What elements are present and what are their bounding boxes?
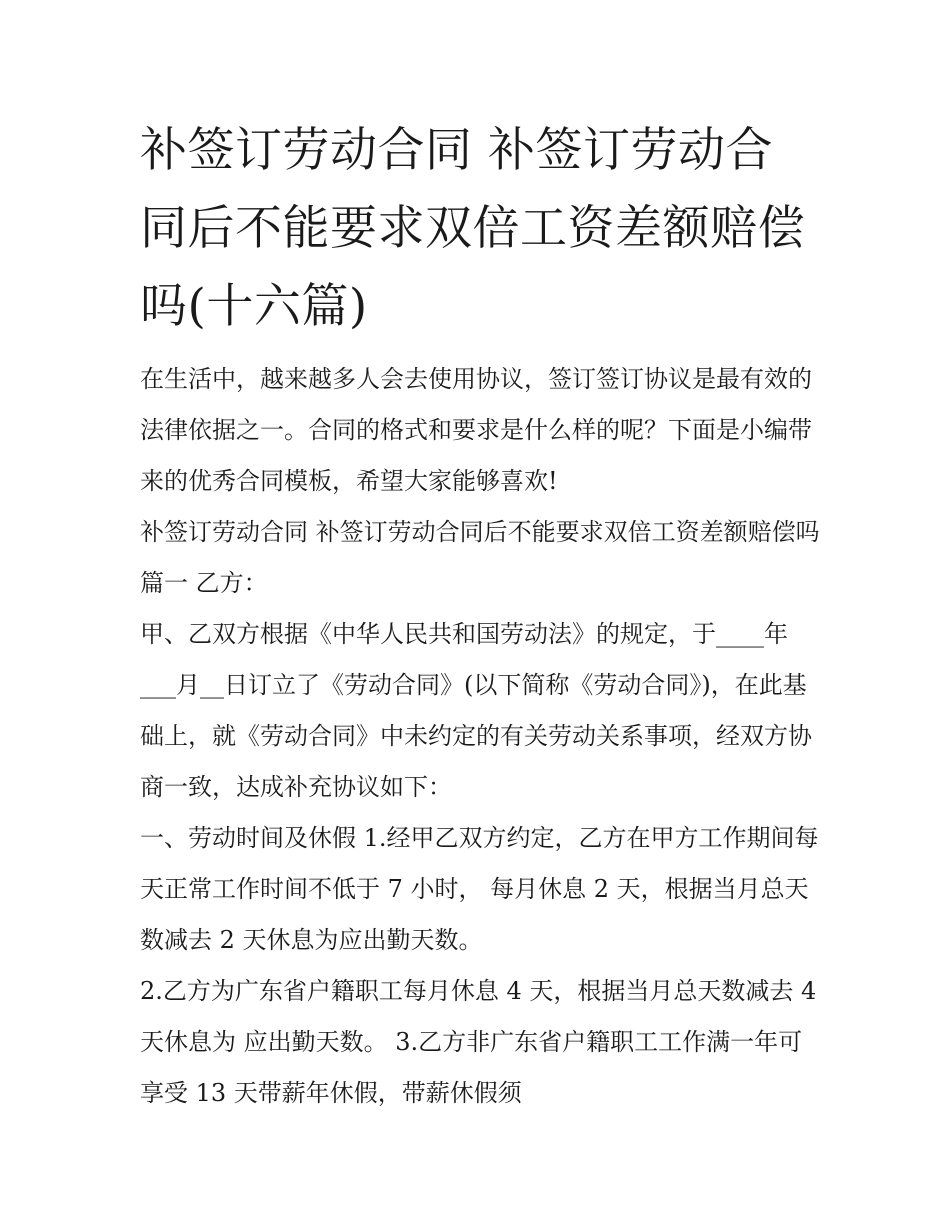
section-heading-paragraph: 补签订劳动合同 补签订劳动合同后不能要求双倍工资差额赔偿吗篇一 乙方：: [140, 518, 820, 597]
working-hours-paragraph: 一、劳动时间及休假 1.经甲乙双方约定，乙方在甲方工作期间每天正常工作时间不低于 7 小时， 每月休息 2 天，根据当月总天数减去 2 天休息为应出勤天数。: [140, 824, 819, 954]
intro-paragraph: 在生活中，越来越多人会去使用协议，签订签订协议是最有效的法律依据之一。合同的格式和要求是什么样的呢？下面是小编带来的优秀合同模板，希望大家能够喜欢!: [140, 365, 812, 495]
document-body: [140, 354, 820, 1119]
document-title: 补签订劳动合同 补签订劳动合同后不能要求双倍工资差额赔偿吗(十六篇): [140, 123, 805, 334]
agreement-preamble-paragraph: 甲、乙双方根据《中华人民共和国劳动法》的规定，于____年___月__日订立了《劳动合同》(以下简称《劳动合同》)，在此基础上，就《劳动合同》中未约定的有关劳动关系事项，经双方协商一致，达成补充协议如下：: [140, 620, 812, 801]
rest-days-paragraph: 2.乙方为广东省户籍职工每月休息 4 天，根据当月总天数减去 4 天休息为 应出勤天数。 3.乙方非广东省户籍职工工作满一年可享受 13 天带薪年休假，带薪休假须: [140, 977, 817, 1107]
